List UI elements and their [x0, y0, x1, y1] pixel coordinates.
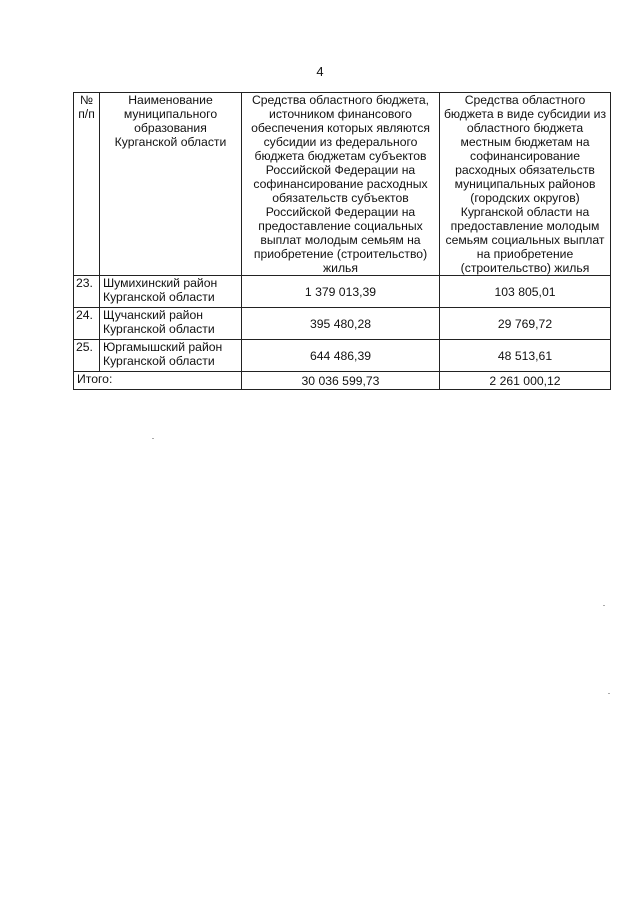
row-federal-value: 1 379 013,39: [242, 276, 440, 308]
table-row: [74, 340, 611, 372]
row-number: 24.: [74, 308, 100, 340]
page-number: 4: [316, 64, 324, 79]
table-header: [74, 93, 611, 276]
header-regional-funds: Средства областного бюджета в виде субсидии из областного бюджета местным бюджетам на софинансирование расходных обязательств муниципальных районов (городских округов) Курганской области на предоставление молодым семьям социальных выплат на приобретение (строительство) жилья: [440, 93, 611, 276]
total-row: [74, 372, 611, 390]
row-municipality: Щучанский район Курганской области: [100, 308, 242, 340]
header-federal-funds: Средства областного бюджета, источником финансового обеспечения которых являются субсидии из федерального бюджета бюджетам субъектов Российской Федерации на софинансирование расходных обязательств субъектов Российской Федерации на предоставление социальных выплат молодым семьям на приобретение (строительство) жилья: [242, 93, 440, 276]
row-number: 23.: [74, 276, 100, 308]
table-row: [74, 276, 611, 308]
row-number: 25.: [74, 340, 100, 372]
total-label: Итого:: [74, 372, 242, 390]
budget-table: [73, 92, 611, 390]
row-federal-value: 395 480,28: [242, 308, 440, 340]
table-row: [74, 308, 611, 340]
total-regional-value: 2 261 000,12: [440, 372, 611, 390]
header-municipality: Наименование муниципального образования Курганской области: [100, 93, 242, 276]
scan-speck: [603, 605, 605, 606]
row-regional-value: 29 769,72: [440, 308, 611, 340]
header-number: № п/п: [74, 93, 100, 276]
scan-speck: [152, 438, 154, 439]
row-regional-value: 103 805,01: [440, 276, 611, 308]
scan-speck: [608, 693, 610, 694]
row-regional-value: 48 513,61: [440, 340, 611, 372]
row-municipality: Юргамышский район Курганской области: [100, 340, 242, 372]
row-federal-value: 644 486,39: [242, 340, 440, 372]
row-municipality: Шумихинский район Курганской области: [100, 276, 242, 308]
total-federal-value: 30 036 599,73: [242, 372, 440, 390]
